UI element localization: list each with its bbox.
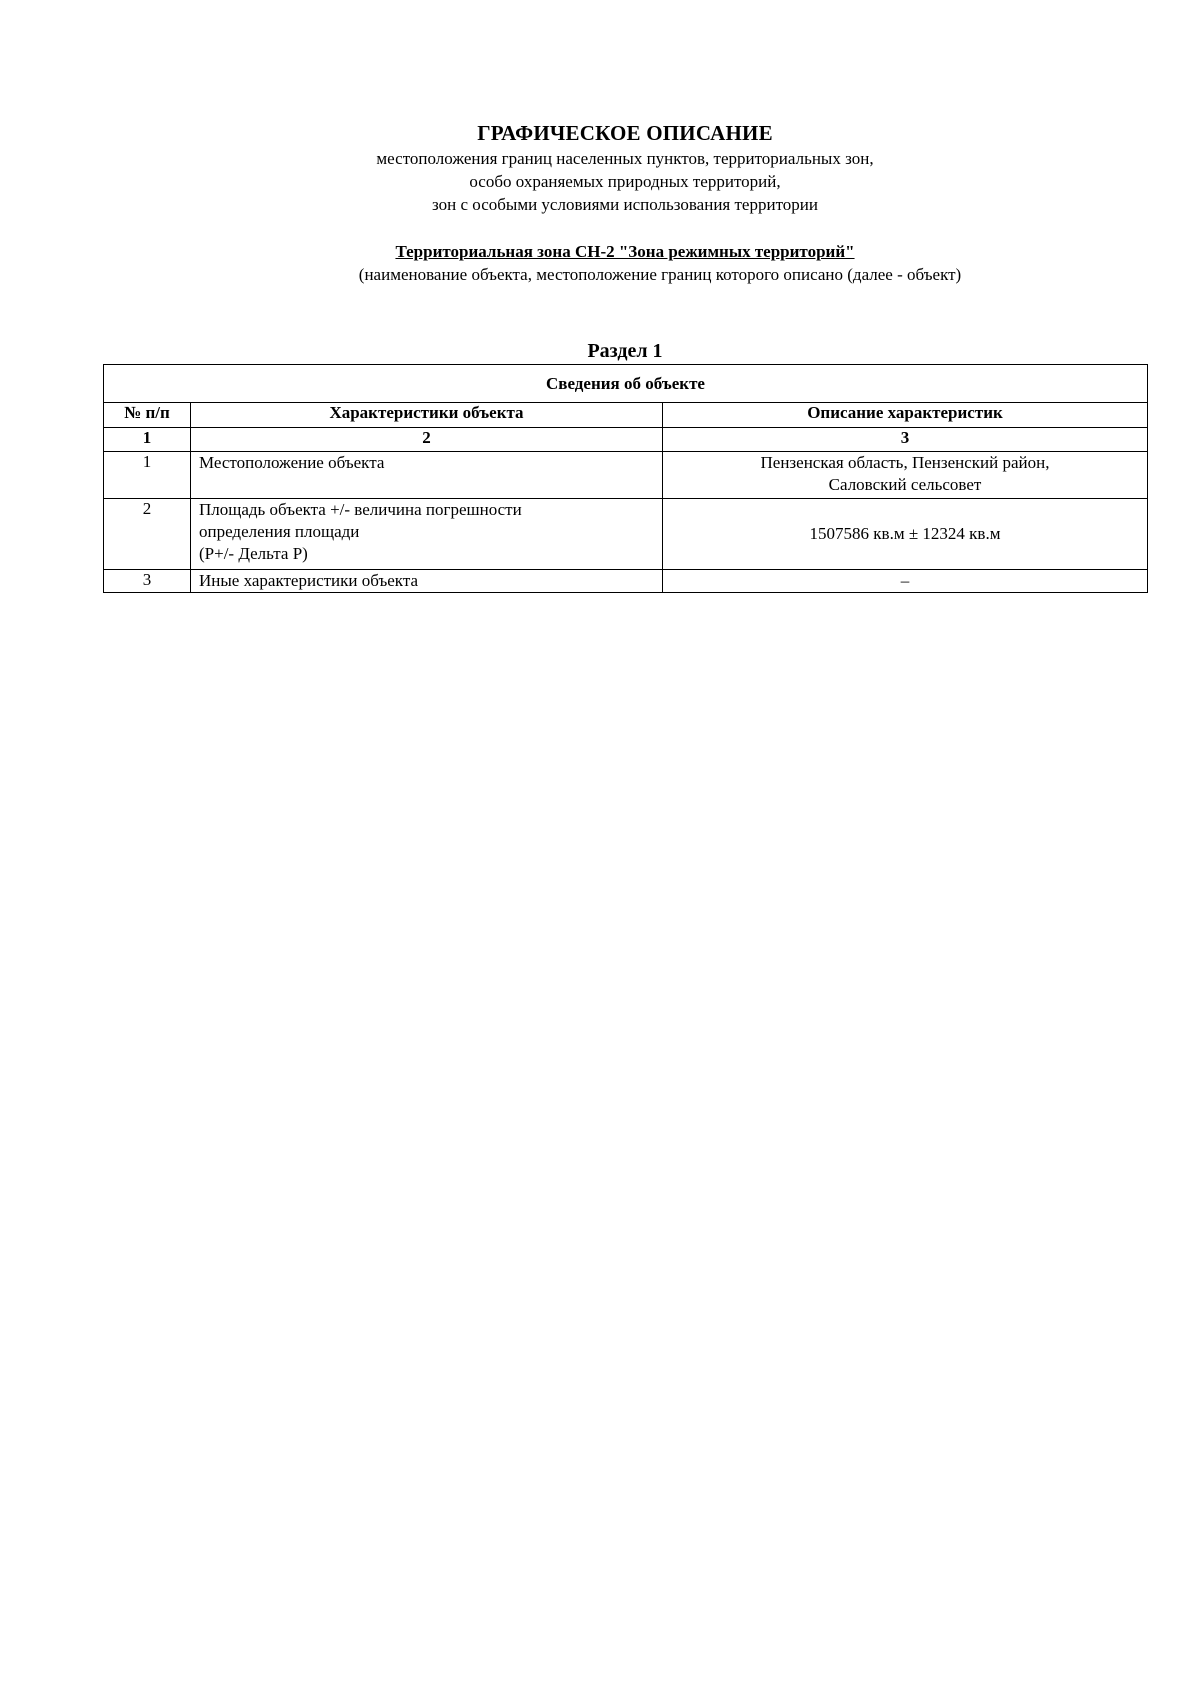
header-number: № п/п [104, 403, 191, 428]
column-number-3: 3 [663, 428, 1148, 452]
table-row [104, 499, 1148, 570]
column-number-row [104, 428, 1148, 452]
characteristic-line: Площадь объекта +/- величина погрешности [199, 500, 522, 519]
description-line: 1507586 кв.м ± 12324 кв.м [809, 524, 1001, 543]
header-characteristic: Характеристики объекта [191, 403, 663, 428]
section-title: Раздел 1 [587, 340, 663, 362]
table-row [104, 570, 1148, 593]
table-caption: Сведения об объекте [104, 365, 1148, 403]
row-characteristic [191, 570, 663, 593]
row-number: 2 [104, 499, 191, 570]
description-line: Саловский сельсовет [828, 475, 982, 494]
description-line: – [900, 571, 910, 590]
object-name: Территориальная зона СН-2 "Зона режимных территорий" [395, 242, 855, 261]
characteristic-line: (P+/- Дельта P) [199, 544, 308, 563]
object-info-table [103, 364, 1148, 593]
subtitle-line-1: местоположения границ населенных пунктов, территориальных зон, [376, 149, 874, 168]
row-description [663, 452, 1148, 499]
row-description [663, 570, 1148, 593]
table-header-row [104, 403, 1148, 428]
object-caption: (наименование объекта, местоположение границ которого описано (далее - объект) [358, 265, 962, 284]
table-caption-row [104, 365, 1148, 403]
document-title: ГРАФИЧЕСКОЕ ОПИСАНИЕ [477, 121, 773, 145]
column-number-1: 1 [104, 428, 191, 452]
description-line: Пензенская область, Пензенский район, [760, 453, 1050, 472]
column-number-2: 2 [191, 428, 663, 452]
characteristic-line: Местоположение объекта [199, 453, 385, 472]
subtitle-line-2: особо охраняемых природных территорий, [469, 172, 781, 191]
row-characteristic [191, 452, 663, 499]
row-characteristic [191, 499, 663, 570]
row-number: 1 [104, 452, 191, 499]
characteristic-line: определения площади [199, 522, 360, 541]
characteristic-line: Иные характеристики объекта [199, 571, 419, 590]
row-description [663, 499, 1148, 570]
row-number: 3 [104, 570, 191, 593]
header-description: Описание характеристик [663, 403, 1148, 428]
subtitle-line-3: зон с особыми условиями использования территории [432, 195, 818, 214]
table-row [104, 452, 1148, 499]
